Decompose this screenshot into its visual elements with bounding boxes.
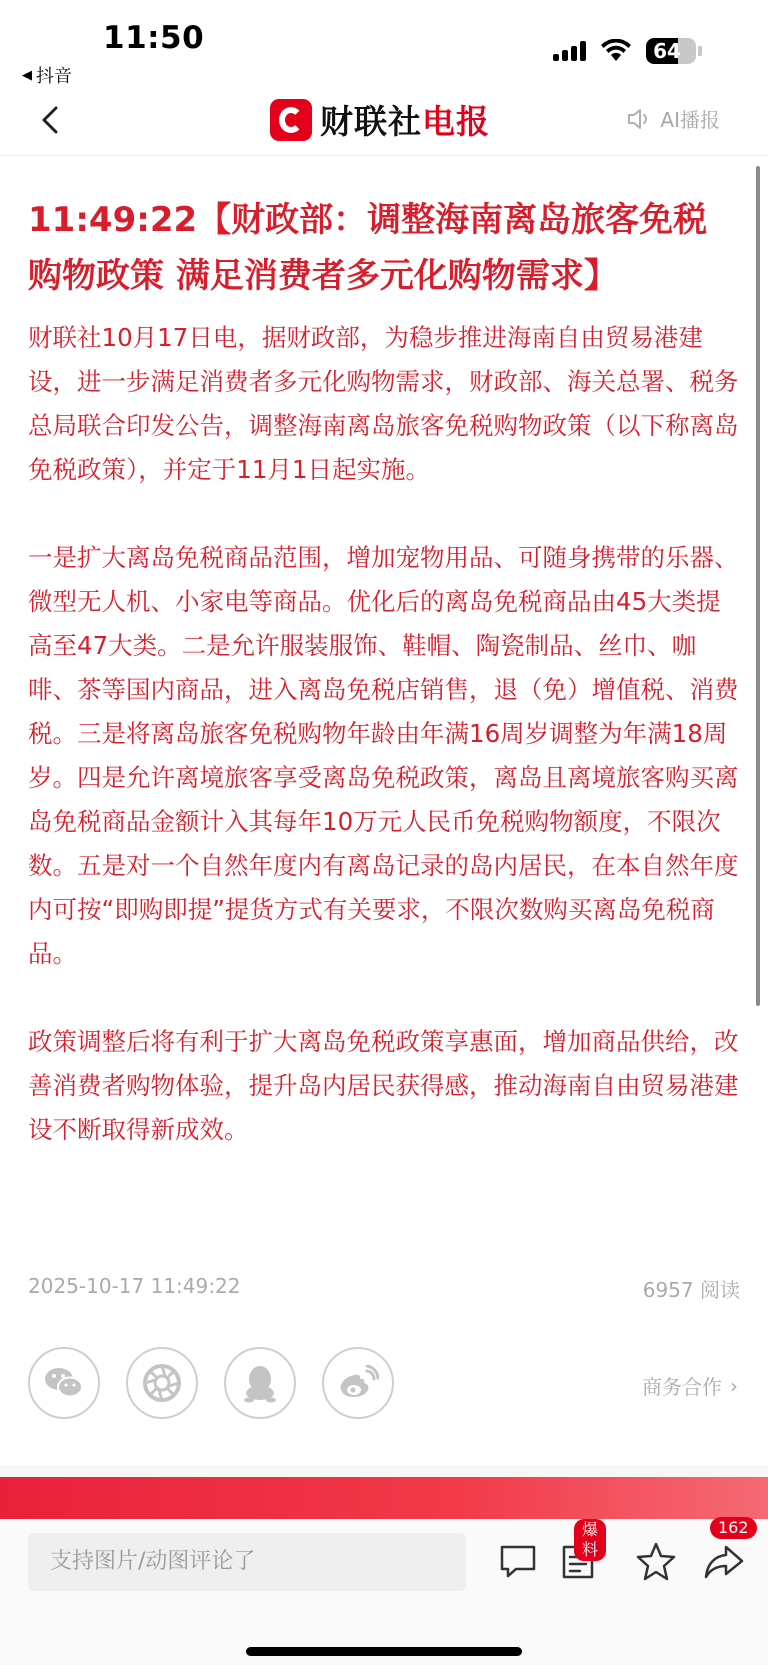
back-to-app-button[interactable] bbox=[22, 62, 72, 88]
cls-logo-icon bbox=[270, 99, 312, 141]
share-wechat-button[interactable] bbox=[28, 1347, 100, 1419]
business-cooperation-link[interactable] bbox=[642, 1371, 738, 1400]
speaker-icon bbox=[626, 107, 652, 131]
status-time: 11:50 bbox=[103, 20, 205, 56]
publish-timestamp: 2025-10-17 11:49:22 bbox=[28, 1274, 241, 1298]
nav-bar bbox=[0, 90, 768, 156]
bottom-bar bbox=[0, 1519, 768, 1665]
article-body bbox=[28, 316, 740, 1152]
ai-broadcast-label: AI播报 bbox=[660, 108, 720, 132]
brand-name-accent: 电报 bbox=[422, 102, 490, 141]
cellular-signal-icon bbox=[553, 41, 586, 61]
article-paragraph: 政策调整后将有利于扩大离岛免税政策享惠面，增加商品供给，改善消费者购物体验，提升岛内居民获得感，推动海南自由贸易港建设不断取得新成效。 bbox=[28, 1027, 739, 1144]
share-moments-button[interactable] bbox=[126, 1347, 198, 1419]
back-triangle-icon: ◀ bbox=[22, 67, 32, 83]
article-meta bbox=[28, 1274, 740, 1303]
share-qq-button[interactable] bbox=[224, 1347, 296, 1419]
battery-icon bbox=[646, 38, 702, 64]
business-cooperation-label: 商务合作 bbox=[642, 1375, 722, 1399]
wifi-icon bbox=[600, 39, 632, 63]
weibo-icon bbox=[337, 1365, 379, 1401]
star-icon[interactable] bbox=[634, 1539, 678, 1583]
news-tip-button[interactable] bbox=[556, 1520, 600, 1583]
article-paragraph: 财联社10月17日电，据财政部，为稳步推进海南自由贸易港建设，进一步满足消费者多元化购物需求，财政部、海关总署、税务总局联合印发公告，调整海南离岛旅客免税购物政策（以下称离岛免税政策），并定于11月1日起实施。 bbox=[28, 323, 739, 484]
share-arrow-icon bbox=[702, 1539, 746, 1583]
back-app-label: 抖音 bbox=[36, 66, 72, 87]
brand-logo bbox=[270, 96, 490, 143]
share-button[interactable] bbox=[702, 1518, 749, 1583]
status-icons bbox=[553, 38, 702, 64]
article-title: 11:49:22【财政部：调整海南离岛旅客免税购物政策 满足消费者多元化购物需求】 bbox=[28, 200, 708, 296]
back-arrow-icon[interactable] bbox=[34, 102, 70, 138]
battery-level: 64 bbox=[653, 39, 681, 63]
share-weibo-button[interactable] bbox=[322, 1347, 394, 1419]
red-banner[interactable] bbox=[0, 1477, 768, 1519]
chevron-right-icon: › bbox=[730, 1373, 738, 1398]
news-tip-badge: 爆料 bbox=[574, 1519, 606, 1561]
share-row bbox=[28, 1347, 394, 1419]
status-bar bbox=[0, 0, 768, 90]
home-indicator[interactable] bbox=[246, 1647, 522, 1656]
brand-name bbox=[320, 96, 490, 143]
comment-input[interactable]: 支持图片/动图评论了 bbox=[28, 1533, 466, 1591]
article-paragraph: 一是扩大离岛免税商品范围，增加宠物用品、可随身携带的乐器、微型无人机、小家电等商品。优化后的离岛免税商品由45大类提高至47大类。二是允许服装服饰、鞋帽、陶瓷制品、丝巾、咖啡、茶等国内商品，进入离岛免税店销售，退（免）增值税、消费税。三是将离岛旅客免税购物年龄由年满16周岁调整为年满18周岁。四是允许离境旅客享受离岛免税政策，离岛且离境旅客购买离岛免税商品金额计入其每年10万元人民币免税购物额度，不限次数。五是对一个自然年度内有离岛记录的岛内居民，在本自然年度内可按“即购即提”提货方式有关要求，不限次数购买离岛免税商品。 bbox=[28, 543, 739, 968]
wechat-icon bbox=[43, 1365, 85, 1401]
ai-broadcast-button[interactable] bbox=[626, 104, 720, 133]
share-count-badge: 162 bbox=[710, 1517, 757, 1539]
brand-name-main: 财联社 bbox=[320, 102, 422, 141]
read-count: 6957 阅读 bbox=[642, 1278, 740, 1302]
scroll-indicator[interactable] bbox=[756, 166, 760, 1006]
section-divider bbox=[0, 1465, 768, 1477]
comment-icon[interactable] bbox=[496, 1539, 540, 1583]
article bbox=[28, 192, 740, 1196]
moments-icon bbox=[142, 1363, 182, 1403]
qq-icon bbox=[243, 1363, 277, 1403]
